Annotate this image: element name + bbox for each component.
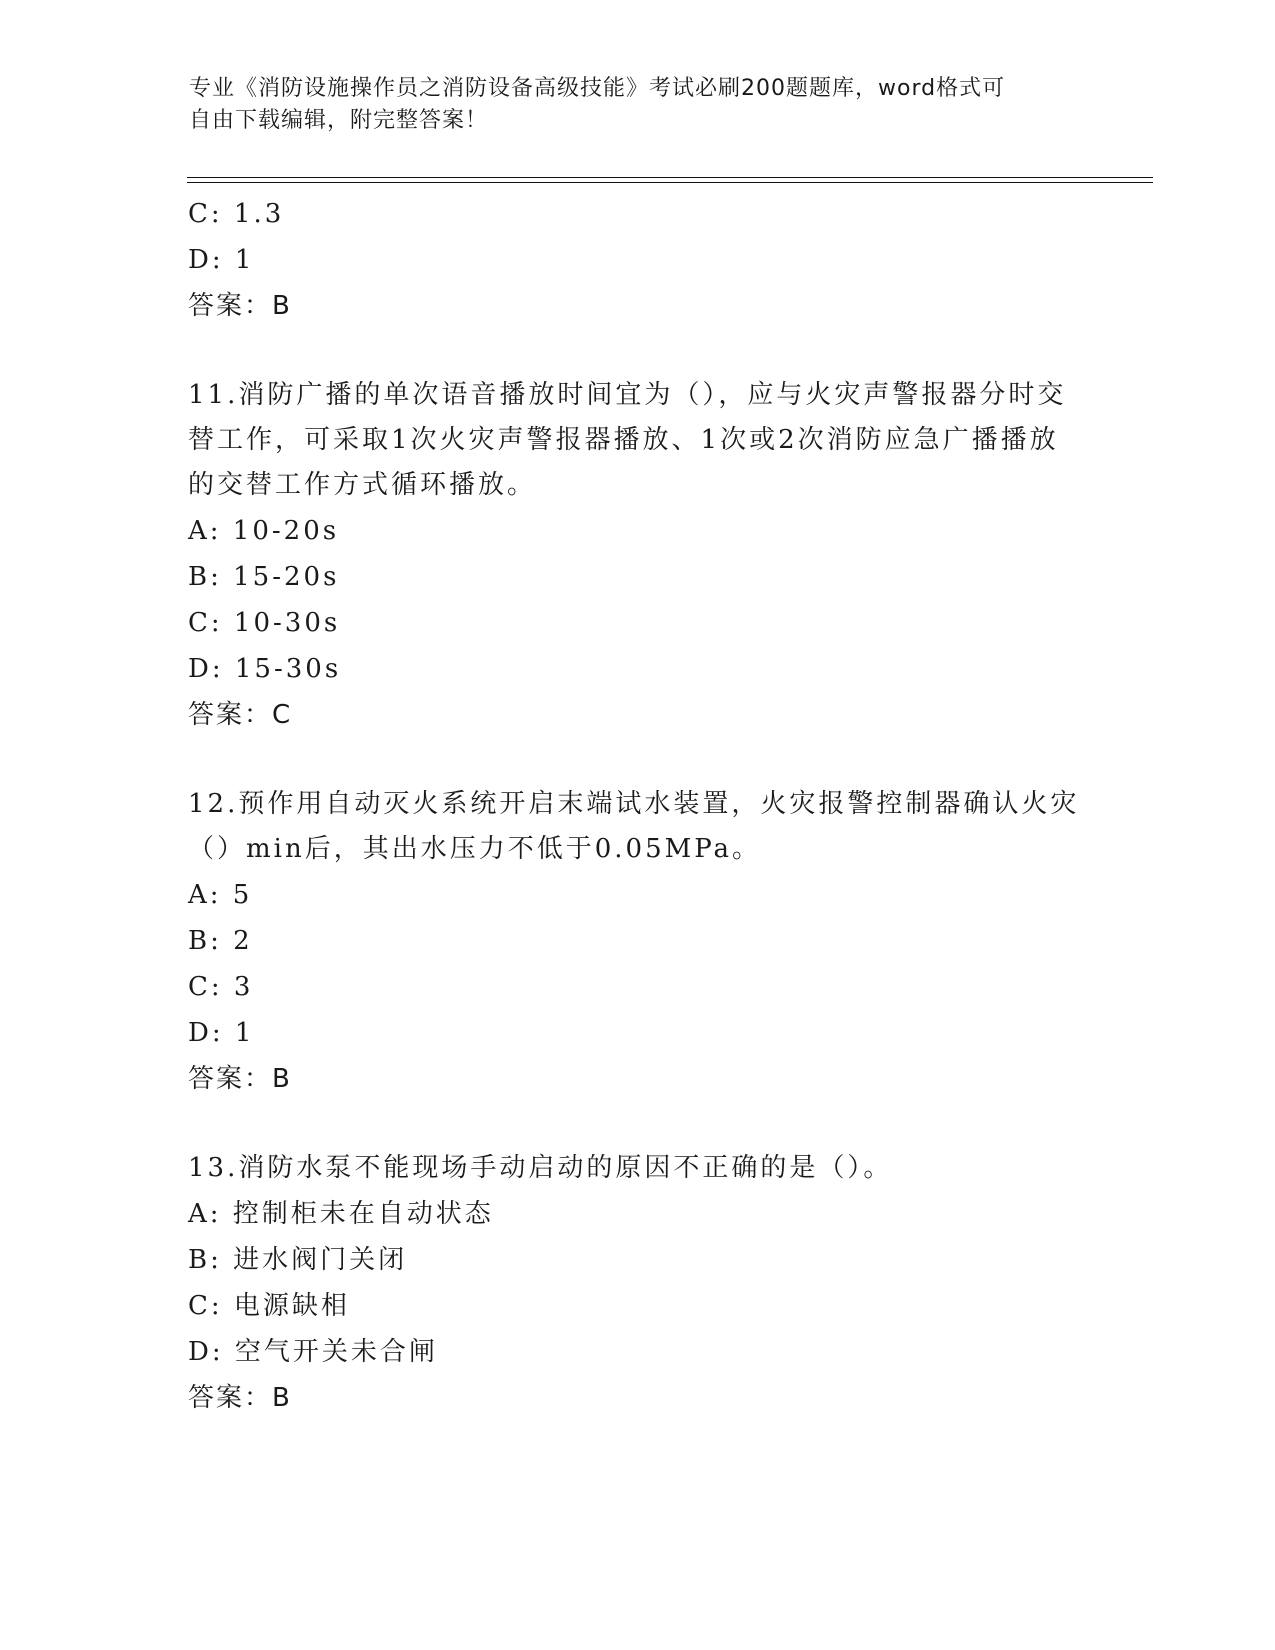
option-d: D: 15-30s: [188, 654, 342, 684]
question-text-line: 11.消防广播的单次语音播放时间宜为（），应与火灾声警报器分时交: [188, 380, 1067, 410]
header-divider-top: [187, 177, 1153, 178]
question-text-line: 13.消防水泵不能现场手动启动的原因不正确的是（）。: [188, 1153, 893, 1183]
option-b: B: 进水阀门关闭: [188, 1245, 408, 1275]
question-13: [188, 1146, 1088, 1421]
option-a: A: 控制柜未在自动状态: [188, 1199, 494, 1229]
question-text: [188, 782, 1088, 872]
question-text-line: 12.预作用自动灭火系统开启末端试水装置，火灾报警控制器确认火灾: [188, 789, 1080, 819]
option-d: D: 1: [188, 1018, 255, 1048]
option-c: C: 1.3: [188, 199, 285, 229]
question-text: [188, 373, 1088, 508]
document-body: [188, 191, 1088, 1421]
option-b: B: 15-20s: [188, 562, 340, 592]
header-line-1: 专业《消防设施操作员之消防设备高级技能》考试必刷200题题库，word格式可: [189, 76, 1006, 101]
option-b: B: 2: [188, 926, 253, 956]
header-divider-bottom: [187, 182, 1153, 183]
previous-question-tail: [188, 191, 1088, 329]
document-header: [189, 73, 1069, 137]
question-text-line: 的交替工作方式循环播放。: [188, 470, 537, 500]
answer-line: 答案：B: [188, 291, 292, 321]
header-line-2: 自由下载编辑，附完整答案！: [189, 108, 489, 133]
question-text-line: 替工作，可采取1次火灾声警报器播放、1次或2次消防应急广播播放: [188, 425, 1059, 455]
question-11: [188, 373, 1088, 738]
option-c: C: 电源缺相: [188, 1291, 350, 1321]
option-c: C: 3: [188, 972, 254, 1002]
answer-line: 答案：C: [188, 700, 293, 730]
option-a: A: 5: [188, 880, 253, 910]
question-text: [188, 1146, 1088, 1191]
question-12: [188, 782, 1088, 1102]
option-d: D: 空气开关未合闸: [188, 1337, 438, 1367]
option-d: D: 1: [188, 245, 255, 275]
question-text-line: （）min后，其出水压力不低于0.05MPa。: [188, 834, 762, 864]
option-c: C: 10-30s: [188, 608, 341, 638]
answer-line: 答案：B: [188, 1064, 292, 1094]
option-a: A: 10-20s: [188, 516, 340, 546]
answer-line: 答案：B: [188, 1383, 292, 1413]
